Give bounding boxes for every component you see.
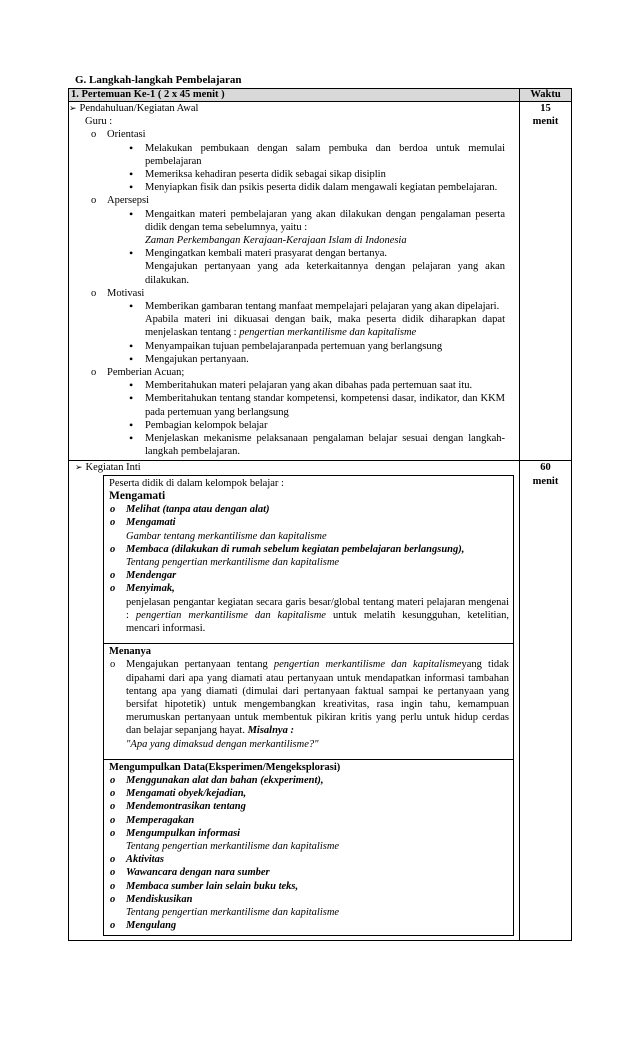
- list-item-continuation: Apabila materi ini dikuasai dengan baik, maka peserta didik diharapkan dapat menjelaskan tentang : pengertian merkantilisme dan kapitalisme: [145, 314, 505, 339]
- inti-time: 60 menit: [520, 461, 572, 941]
- list-item-sub: Gambar tentang merkantilisme dan kapitalisme: [126, 530, 327, 542]
- list-item: o Membaca (dilakukan di rumah sebelum kegiatan pembelajaran berlangsung),: [109, 543, 509, 556]
- motivasi-title: o Motivasi: [69, 287, 519, 300]
- lesson-steps-table: [68, 88, 572, 941]
- list-item: • Mengingatkan kembali materi prasyarat dengan bertanya.: [69, 247, 519, 260]
- inti-row: [69, 461, 572, 941]
- orientasi-title: o Orientasi: [69, 128, 519, 141]
- list-item: • Memberikan gambaran tentang manfaat mempelajari pelajaran yang akan dipelajari.: [69, 300, 519, 313]
- time-header: Waktu: [520, 89, 572, 102]
- intro-time: 15 menit: [520, 102, 572, 461]
- list-item: o Melihat (tanpa atau dengan alat): [109, 503, 509, 516]
- menanya-box: [104, 643, 513, 759]
- list-item-italic: Zaman Perkembangan Kerajaan-Kerajaan Islam di Indonesia: [145, 235, 407, 247]
- intro-title: ➢ Pendahuluan/Kegiatan Awal: [69, 102, 519, 115]
- list-item-sub: penjelasan pengantar kegiatan secara garis besar/global tentang materi pelajaran mengenai : pengertian merkantilisme dan kapitalisme untuk melatih kesungguhan, ketelitian, mencari informasi.: [126, 596, 510, 634]
- list-item: • Menjelaskan mekanisme pelaksanaan pengalaman belajar sesuai dengan langkah-langkah pembelajaran.: [69, 432, 519, 458]
- list-item: o Membaca sumber lain selain buku teks,: [109, 880, 509, 893]
- list-item: o Mengamati obyek/kejadian,: [109, 787, 509, 800]
- menanya-title: Menanya: [109, 646, 151, 658]
- intro-row: [69, 102, 572, 461]
- list-item: o Wawancara dengan nara sumber: [109, 866, 509, 879]
- list-item-sub: Tentang pengertian merkantilisme dan kapitalisme: [126, 556, 340, 568]
- list-item: o Memperagakan: [109, 814, 509, 827]
- list-item: o Mendiskusikan: [109, 893, 509, 906]
- list-item: o Aktivitas: [109, 853, 509, 866]
- box-intro: Peserta didik di dalam kelompok belajar :: [109, 477, 284, 489]
- list-item: o Menggunakan alat dan bahan (ekxperiment),: [109, 774, 509, 787]
- mengamati-box: [104, 476, 513, 643]
- list-item: • Mengajukan pertanyaan.: [69, 353, 519, 366]
- list-item-sub: Tentang pengertian merkantilisme dan kapitalisme: [126, 840, 340, 852]
- list-item: • Memeriksa kehadiran peserta didik sebagai sikap disiplin: [69, 168, 519, 181]
- acuan-title: o Pemberian Acuan;: [69, 366, 519, 379]
- list-item-quote: "Apa yang dimaksud dengan merkantilisme?": [126, 738, 319, 750]
- mengamati-title: Mengamati: [109, 489, 166, 502]
- list-item: o Menyimak,: [109, 582, 509, 595]
- mengumpulkan-title: Mengumpulkan Data(Eksperimen/Mengeksplorasi): [109, 761, 341, 773]
- table-header-row: [69, 89, 572, 102]
- activity-boxes: [103, 475, 514, 937]
- list-item: o Mengamati: [109, 516, 509, 529]
- inti-title: ➢ Kegiatan Inti: [69, 461, 519, 474]
- list-item: • Pembagian kelompok belajar: [69, 419, 519, 432]
- mengumpulkan-box: [104, 759, 513, 936]
- section-heading: G. Langkah-langkah Pembelajaran: [75, 74, 242, 86]
- list-item: • Mengaitkan materi pembelajaran yang akan dilakukan dengan pengalaman peserta didik dengan tema sebelumnya, yaitu :: [69, 208, 519, 234]
- list-item: • Menyiapkan fisik dan psikis peserta didik dalam mengawali kegiatan pembelajaran.: [69, 181, 519, 194]
- list-item: • Melakukan pembukaan dengan salam pembuka dan berdoa untuk memulai pembelajaran: [69, 142, 519, 168]
- meeting-header: 1. Pertemuan Ke-1 ( 2 x 45 menit ): [69, 89, 520, 102]
- list-item: o Mengumpulkan informasi: [109, 827, 509, 840]
- list-item: • Memberitahukan materi pelajaran yang akan dibahas pada pertemuan saat itu.: [69, 379, 519, 392]
- list-item: o Mendengar: [109, 569, 509, 582]
- list-item: o Mengajukan pertanyaan tentang pengertian merkantilisme dan kapitalismeyang tidak dipahami dari apa yang diamati atau pertanyaan untuk mendapatkan informasi tambahan tentang apa yang diamati (dimulai dari pertanyaan faktual sampai ke pertanyaan yang bersifat hipotetik) untuk mengembangkan kreativitas, rasa ingin tahu, kemampuan merumuskan pertanyaan untuk membentuk pikiran kritis yang perlu untuk hidup cerdas dan belajar sepanjang hayat. Misalnya :: [109, 658, 509, 737]
- list-item: • Menyampaikan tujuan pembelajaranpada pertemuan yang berlangsung: [69, 340, 519, 353]
- apersepsi-title: o Apersepsi: [69, 194, 519, 207]
- list-item-sub: Tentang pengertian merkantilisme dan kapitalisme: [126, 906, 340, 918]
- guru-label: Guru :: [85, 116, 113, 128]
- list-item: • Memberitahukan tentang standar kompetensi, kompetensi dasar, indikator, dan KKM pada pertemuan yang berlangsung: [69, 392, 519, 418]
- list-item: o Mengulang: [109, 919, 509, 932]
- list-item-continuation: Mengajukan pertanyaan yang ada keterkaitannya dengan pelajaran yang akan dilakukan.: [145, 261, 505, 286]
- list-item: o Mendemontrasikan tentang: [109, 800, 509, 813]
